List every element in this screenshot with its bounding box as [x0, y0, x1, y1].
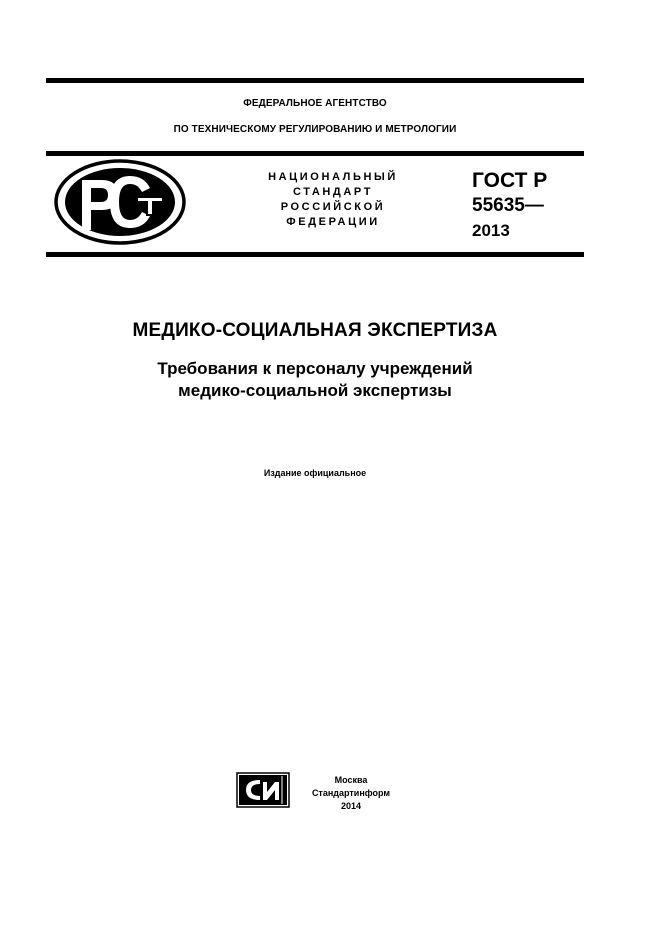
document-title: МЕДИКО-СОЦИАЛЬНАЯ ЭКСПЕРТИЗА	[132, 320, 498, 341]
publisher-city: Москва	[334, 775, 368, 785]
national-line-1: НАЦИОНАЛЬНЫЙ	[268, 171, 398, 183]
gost-line-2: 55635—	[472, 195, 544, 216]
publisher-name: Стандартинформ	[311, 788, 391, 798]
standartinform-logo	[236, 772, 290, 808]
top-rule	[46, 78, 584, 83]
document-subtitle	[46, 358, 584, 402]
publisher-year: 2014	[340, 801, 362, 811]
rst-certification-logo	[52, 158, 188, 246]
publisher-block	[296, 774, 406, 813]
national-line-4: ФЕДЕРАЦИИ	[286, 216, 380, 228]
national-standard-label	[248, 170, 418, 230]
national-line-2: СТАНДАРТ	[292, 186, 374, 198]
edition-label: Издание официальное	[263, 468, 367, 478]
agency-line-2: ПО ТЕХНИЧЕСКОМУ РЕГУЛИРОВАНИЮ И МЕТРОЛОГИИ	[173, 124, 457, 135]
bottom-rule	[46, 252, 584, 257]
national-line-3: РОССИЙСКОЙ	[280, 201, 386, 213]
subtitle-line-2: медико-социальной экспертизы	[178, 381, 452, 400]
middle-rule	[46, 151, 584, 156]
gost-number	[472, 168, 547, 243]
gost-line-1: ГОСТ Р	[472, 169, 548, 192]
agency-line-1: ФЕДЕРАЛЬНОЕ АГЕНТСТВО	[243, 98, 387, 109]
gost-line-3: 2013	[472, 221, 510, 240]
subtitle-line-1: Требования к персоналу учреждений	[157, 359, 473, 378]
